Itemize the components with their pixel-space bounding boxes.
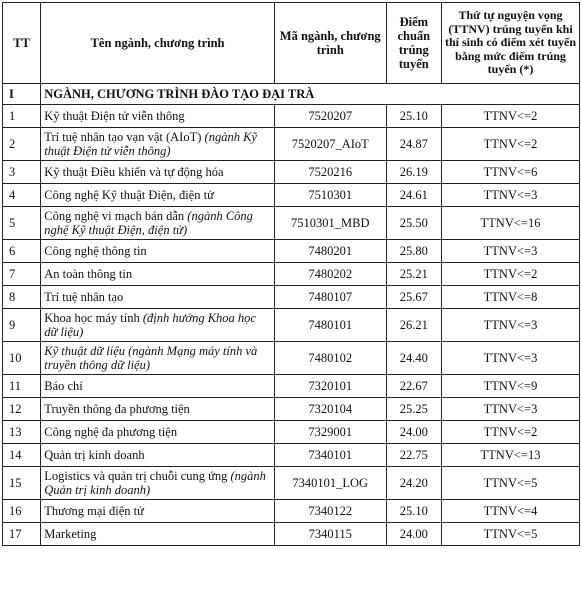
header-tt: TT xyxy=(3,3,41,84)
ttnv-rule: TTNV<=2 xyxy=(442,421,580,444)
program-note: (định hướng Khoa học dữ liệu) xyxy=(44,311,256,339)
program-name-cell xyxy=(41,421,275,444)
header-ttnv: Thứ tự nguyện vọng (TTNV) trúng tuyển khi thí sinh có điểm xét tuyển bằng mức điểm trúng tuyển (*) xyxy=(442,3,580,84)
program-code: 7480102 xyxy=(274,342,386,375)
cutoff-score: 24.00 xyxy=(386,421,441,444)
program-code: 7329001 xyxy=(274,421,386,444)
program-code: 7510301 xyxy=(274,184,386,207)
program-name-cell xyxy=(41,105,275,128)
row-number: 8 xyxy=(3,286,41,309)
cutoff-score: 25.50 xyxy=(386,207,441,240)
program-code: 7340122 xyxy=(274,500,386,523)
cutoff-score: 24.40 xyxy=(386,342,441,375)
program-note: (ngành Công nghệ Kỹ thuật Điện, điện tử) xyxy=(44,209,253,237)
row-number: 4 xyxy=(3,184,41,207)
program-name: Công nghệ đa phương tiện xyxy=(44,425,178,439)
row-number: 17 xyxy=(3,523,41,546)
table-row xyxy=(3,240,580,263)
table-row xyxy=(3,467,580,500)
program-note: (ngành Kỹ thuật Điện tử viễn thông) xyxy=(44,130,257,158)
program-name: Khoa học máy tính xyxy=(44,311,140,325)
table-row xyxy=(3,263,580,286)
row-number: 5 xyxy=(3,207,41,240)
program-name-cell xyxy=(41,342,275,375)
program-code: 7480201 xyxy=(274,240,386,263)
program-code: 7520207_AIoT xyxy=(274,128,386,161)
row-number: 1 xyxy=(3,105,41,128)
row-number: 7 xyxy=(3,263,41,286)
cutoff-score: 25.10 xyxy=(386,500,441,523)
ttnv-rule: TTNV<=4 xyxy=(442,500,580,523)
program-name-cell xyxy=(41,286,275,309)
ttnv-rule: TTNV<=2 xyxy=(442,128,580,161)
program-name-cell xyxy=(41,375,275,398)
program-name-cell xyxy=(41,240,275,263)
program-name: Quản trị kinh doanh xyxy=(44,448,145,462)
program-code: 7320101 xyxy=(274,375,386,398)
table-row xyxy=(3,309,580,342)
row-number: 13 xyxy=(3,421,41,444)
header-score: Điểm chuẩn trúng tuyển xyxy=(386,3,441,84)
program-name: Truyền thông đa phương tiện xyxy=(44,402,190,416)
program-name-cell xyxy=(41,128,275,161)
row-number: 6 xyxy=(3,240,41,263)
program-code: 7480107 xyxy=(274,286,386,309)
section-number: I xyxy=(3,84,41,105)
ttnv-rule: TTNV<=5 xyxy=(442,467,580,500)
ttnv-rule: TTNV<=13 xyxy=(442,444,580,467)
program-name: Thương mại điện tử xyxy=(44,504,144,518)
table-row xyxy=(3,184,580,207)
program-name: Công nghệ Kỹ thuật Điện, điện tử xyxy=(44,188,214,202)
table-row xyxy=(3,398,580,421)
program-name: Công nghệ thông tin xyxy=(44,244,147,258)
cutoff-score: 22.67 xyxy=(386,375,441,398)
program-name-cell xyxy=(41,263,275,286)
program-name: Trí tuệ nhân tạo vạn vật (AIoT) xyxy=(44,130,202,144)
cutoff-score: 25.21 xyxy=(386,263,441,286)
table-row xyxy=(3,128,580,161)
program-name-cell xyxy=(41,398,275,421)
cutoff-score: 25.10 xyxy=(386,105,441,128)
program-name: Trí tuệ nhân tạo xyxy=(44,290,124,304)
ttnv-rule: TTNV<=3 xyxy=(442,342,580,375)
cutoff-score: 24.00 xyxy=(386,523,441,546)
cutoff-score: 25.25 xyxy=(386,398,441,421)
cutoff-score: 22.75 xyxy=(386,444,441,467)
row-number: 14 xyxy=(3,444,41,467)
table-row xyxy=(3,286,580,309)
row-number: 3 xyxy=(3,161,41,184)
program-note: Kỹ thuật dữ liệu (ngành Mạng máy tính và truyền thông dữ liệu) xyxy=(44,344,258,372)
ttnv-rule: TTNV<=2 xyxy=(442,263,580,286)
cutoff-score: 25.80 xyxy=(386,240,441,263)
table-row xyxy=(3,444,580,467)
header-code: Mã ngành, chương trình xyxy=(274,3,386,84)
program-code: 7340115 xyxy=(274,523,386,546)
program-name: Kỹ thuật Điều khiển và tự động hóa xyxy=(44,165,224,179)
table-row xyxy=(3,375,580,398)
program-code: 7320104 xyxy=(274,398,386,421)
table-row xyxy=(3,161,580,184)
program-code: 7480202 xyxy=(274,263,386,286)
ttnv-rule: TTNV<=6 xyxy=(442,161,580,184)
program-name-cell xyxy=(41,184,275,207)
section-row xyxy=(3,84,580,105)
table-row xyxy=(3,421,580,444)
program-name: Logistics và quản trị chuỗi cung ứng xyxy=(44,469,228,483)
row-number: 12 xyxy=(3,398,41,421)
program-name-cell xyxy=(41,467,275,500)
program-name-cell xyxy=(41,523,275,546)
program-name: Kỹ thuật Điện tử viễn thông xyxy=(44,109,185,123)
table-row xyxy=(3,105,580,128)
row-number: 10 xyxy=(3,342,41,375)
program-name: Công nghệ vi mạch bán dẫn xyxy=(44,209,185,223)
program-code: 7340101 xyxy=(274,444,386,467)
row-number: 16 xyxy=(3,500,41,523)
program-code: 7520207 xyxy=(274,105,386,128)
ttnv-rule: TTNV<=8 xyxy=(442,286,580,309)
program-name: An toàn thông tin xyxy=(44,267,133,281)
program-name-cell xyxy=(41,207,275,240)
program-name: Marketing xyxy=(44,527,97,541)
row-number: 11 xyxy=(3,375,41,398)
ttnv-rule: TTNV<=3 xyxy=(442,398,580,421)
ttnv-rule: TTNV<=2 xyxy=(442,105,580,128)
table-row xyxy=(3,342,580,375)
cutoff-score: 26.21 xyxy=(386,309,441,342)
row-number: 9 xyxy=(3,309,41,342)
cutoff-score: 24.87 xyxy=(386,128,441,161)
program-name-cell xyxy=(41,309,275,342)
program-name: Báo chí xyxy=(44,379,83,393)
admission-scores-table xyxy=(2,2,580,546)
cutoff-score: 25.67 xyxy=(386,286,441,309)
program-note: (ngành Quản trị kinh doanh) xyxy=(44,469,266,497)
program-code: 7480101 xyxy=(274,309,386,342)
ttnv-rule: TTNV<=16 xyxy=(442,207,580,240)
program-code: 7520216 xyxy=(274,161,386,184)
program-code: 7510301_MBD xyxy=(274,207,386,240)
program-name-cell xyxy=(41,500,275,523)
section-title: NGÀNH, CHƯƠNG TRÌNH ĐÀO TẠO ĐẠI TRÀ xyxy=(41,84,580,105)
row-number: 15 xyxy=(3,467,41,500)
ttnv-rule: TTNV<=9 xyxy=(442,375,580,398)
table-row xyxy=(3,500,580,523)
cutoff-score: 24.61 xyxy=(386,184,441,207)
cutoff-score: 24.20 xyxy=(386,467,441,500)
program-code: 7340101_LOG xyxy=(274,467,386,500)
header-name: Tên ngành, chương trình xyxy=(41,3,275,84)
program-name-cell xyxy=(41,444,275,467)
table-row xyxy=(3,207,580,240)
ttnv-rule: TTNV<=3 xyxy=(442,184,580,207)
ttnv-rule: TTNV<=5 xyxy=(442,523,580,546)
row-number: 2 xyxy=(3,128,41,161)
cutoff-score: 26.19 xyxy=(386,161,441,184)
ttnv-rule: TTNV<=3 xyxy=(442,309,580,342)
table-header-row xyxy=(3,3,580,84)
table-row xyxy=(3,523,580,546)
program-name-cell xyxy=(41,161,275,184)
ttnv-rule: TTNV<=3 xyxy=(442,240,580,263)
